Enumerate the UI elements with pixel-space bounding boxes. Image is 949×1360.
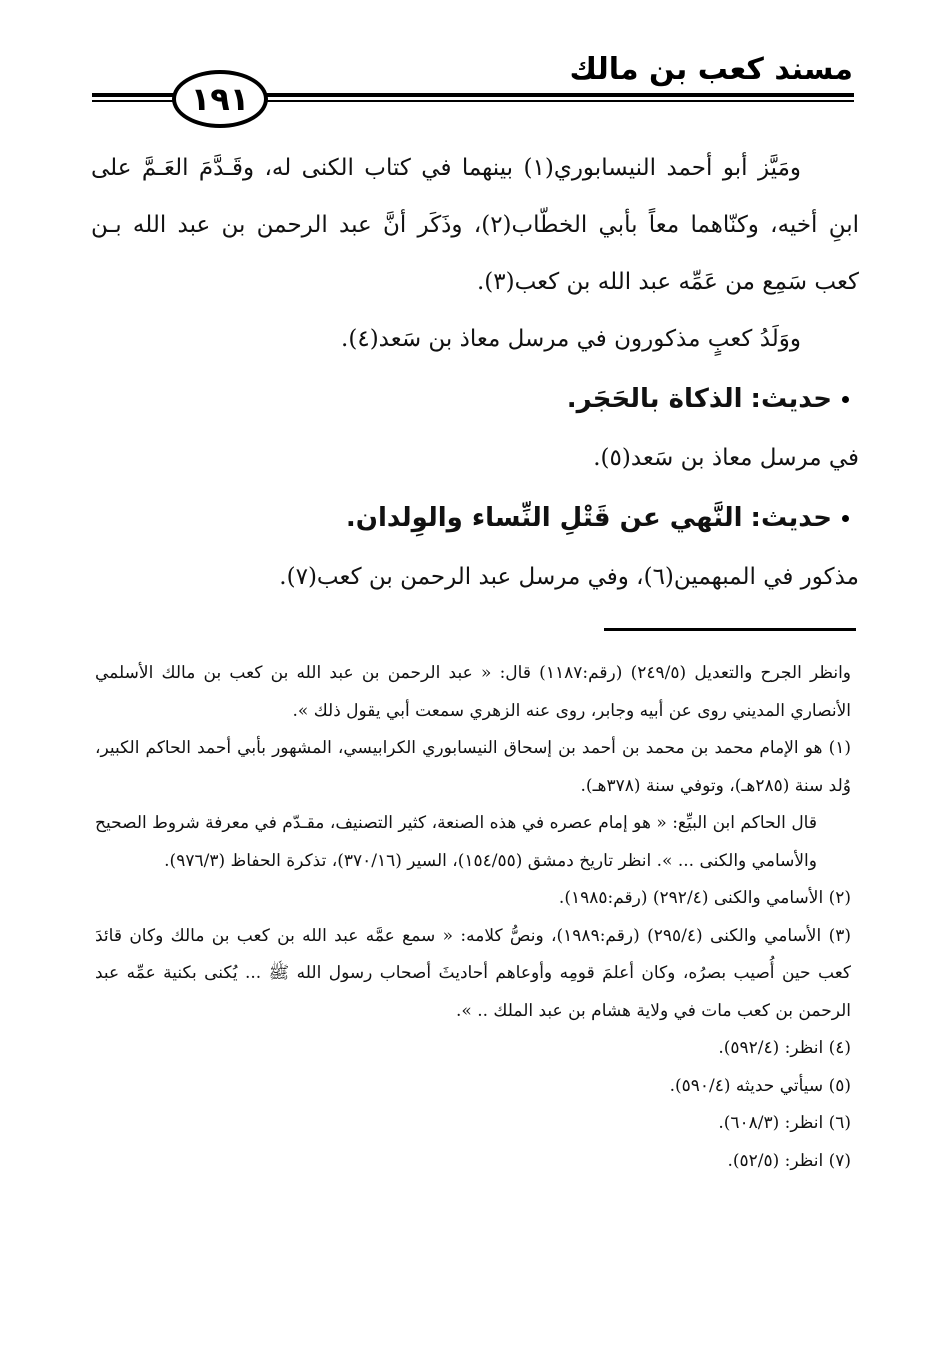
paragraph-1: ومَيَّز أبو أحمد النيسابوري(١) بينهما في كتاب الكنى له، وقَـدَّمَ العَـمَّ على ابنِ أخيه، وكنّاهما معاً بأبي الخطّاب(٢)، وذَكَر أنَّ عبد الرحمن بن عبد الله بـن كعب سَمِع من عَمِّه عبد الله بن كعب(٣).	[91, 155, 860, 295]
footnote-continuation: وانظر الجرح والتعديل (٢٤٩/٥) (رقم:١١٨٧) قال: « عبد الرحمن بن عبد الله بن كعب بن مالك الأسلمي الأنصاري المديني روى عن أبيه وجابر، روى عنه الزهري سمعت أبي يقول ذلك ».	[95, 663, 852, 721]
main-text	[91, 140, 859, 606]
hadith-title: الذكاة بالحَجَر.	[566, 384, 743, 414]
footnote-1: (١) هو الإمام محمد بن محمد بن أحمد بن إسحاق النيسابوري الكرابيسي، المشهور بأبي أحمد الحاكم الكبير، وُلد سنة (٢٨٥هـ)، وتوفي سنة (٣٧٨هـ).	[95, 738, 851, 796]
running-title: مسند كعب بن مالك	[569, 52, 853, 87]
footnote-7: (٧) انظر: (٥٢/٥).	[727, 1150, 851, 1171]
footnote-3: (٣) الأسامي والكنى (٢٩٥/٤) (رقم:١٩٨٩)، ونصُّ كلامه: « سمع عمَّه عبد الله بن كعب بن مالك وكان قائدَ كعب حين أُصيب بصرُه، وكان أعلمَ قومِه وأوعاهم أحاديثَ أصحاب رسول الله ﷺ ... يُكنى بكنية عمِّه عبد الرحمن بن كعب مات في ولاية هشام بن عبد الملك .. ».	[95, 925, 851, 1021]
hadith-1-text: في مرسل معاذ بن سَعد(٥).	[593, 445, 859, 471]
footnote-2: (٢) الأسامي والكنى (٢٩٢/٤) (رقم:١٩٨٥).	[558, 888, 851, 908]
hadith-heading-1	[91, 368, 859, 430]
page-number: ١٩١	[190, 80, 250, 118]
footnote-4: (٤) انظر: (٥٩٢/٤).	[718, 1038, 851, 1058]
bullet-icon	[842, 515, 849, 522]
hadith-label: حديث:	[750, 503, 832, 533]
footnote-separator	[604, 628, 856, 631]
footnote-6: (٦) انظر: (٦٠٨/٣).	[718, 1113, 851, 1133]
hadith-2-text: مذكور في المبهمين(٦)، وفي مرسل عبد الرحمن بن كعب(٧).	[279, 564, 859, 590]
hadith-heading-2	[91, 487, 859, 549]
footnotes	[95, 655, 851, 1180]
bullet-icon	[842, 396, 849, 403]
hadith-title: النَّهي عن قَتْلِ النِّساء والوِلدان.	[345, 503, 743, 533]
footnote-1-continuation: قال الحاكم ابن البيِّع: « هو إمام عصره في هذه الصنعة، كثير التصنيف، مقـدّم في معرفة شروط الصحيح والأسامي والكنى ... ». انظر تاريخ دمشق (١٥٤/٥٥)، السير (٣٧٠/١٦)، تذكرة الحفاظ (٩٧٦/٣).	[95, 813, 817, 871]
paragraph-2: ووَلَدُ كعبٍ مذكورون في مرسل معاذ بن سَعد(٤).	[341, 326, 801, 352]
hadith-label: حديث:	[750, 384, 832, 414]
page-number-oval	[172, 70, 268, 128]
footnote-5: (٥) سيأتي حديثه (٥٩٠/٤).	[669, 1075, 851, 1096]
